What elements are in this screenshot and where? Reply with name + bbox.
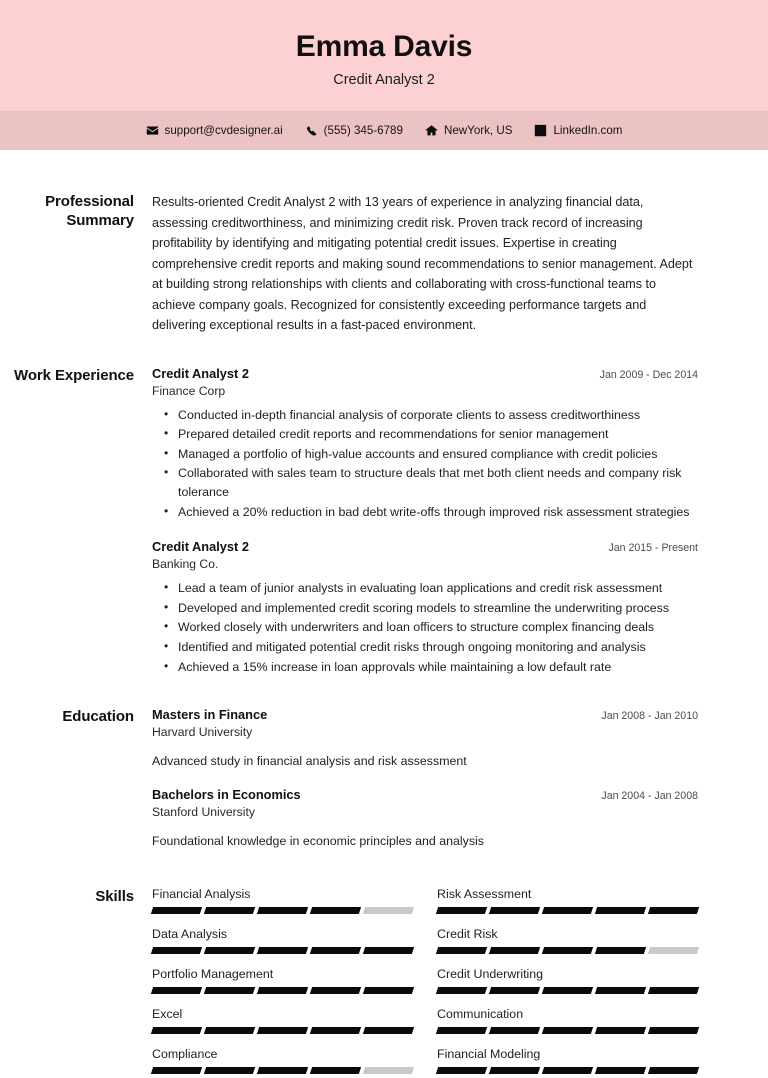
contact-phone[interactable] <box>305 124 403 137</box>
entry-date-range: Jan 2004 - Jan 2008 <box>601 789 698 802</box>
responsibility-item: • Lead a team of junior analysts in evaluating loan applications and credit risk assessment <box>178 579 698 598</box>
contact-location[interactable] <box>425 124 513 137</box>
skill-name: Risk Assessment <box>437 886 532 901</box>
section-skills <box>0 887 730 1078</box>
skill-level-bar <box>152 947 413 954</box>
skill-level-segment <box>257 1027 308 1034</box>
school-name: Harvard University <box>152 725 253 740</box>
skill-level-segment <box>363 1027 414 1034</box>
responsibility-list <box>152 579 698 676</box>
skill-level-bar <box>437 1067 698 1074</box>
contact-bar <box>0 111 768 150</box>
skill-level-segment <box>489 907 540 914</box>
section-label-skills: Skills <box>95 887 134 905</box>
skill-level-segment <box>489 947 540 954</box>
experience-entry-list <box>152 366 730 678</box>
skill-item <box>152 927 413 967</box>
skill-level-segment <box>542 947 593 954</box>
resume-body <box>0 192 768 1078</box>
contact-phone-text: (555) 345-6789 <box>323 124 403 137</box>
education-description: Advanced study in financial analysis and risk assessment <box>152 754 467 769</box>
skill-level-segment <box>151 947 202 954</box>
skill-level-segment <box>436 987 487 994</box>
skill-item <box>437 927 698 967</box>
section-professional-summary <box>0 192 730 336</box>
skill-level-segment <box>363 947 414 954</box>
skill-level-segment <box>257 987 308 994</box>
skill-level-bar <box>152 1027 413 1034</box>
entry-date-range: Jan 2008 - Jan 2010 <box>601 710 698 723</box>
skill-item <box>437 967 698 1007</box>
contact-linkedin[interactable] <box>534 124 622 137</box>
skill-level-segment <box>310 907 361 914</box>
skill-level-segment <box>363 987 414 994</box>
section-label-education: Education <box>62 708 134 726</box>
skill-item <box>437 1007 698 1047</box>
skill-level-segment <box>310 947 361 954</box>
education-entry <box>152 707 698 771</box>
skill-item <box>437 1047 698 1078</box>
skill-name: Financial Analysis <box>152 886 251 901</box>
section-label-summary: Professional Summary <box>45 193 134 230</box>
section-education <box>0 707 730 850</box>
skill-level-segment <box>436 1027 487 1034</box>
home-icon <box>425 124 438 137</box>
skill-name: Financial Modeling <box>437 1046 541 1061</box>
skill-level-segment <box>648 947 699 954</box>
skill-level-segment <box>542 907 593 914</box>
responsibility-item: • Prepared detailed credit reports and recommendations for senior management <box>178 425 698 444</box>
skill-level-segment <box>489 1067 540 1074</box>
skill-level-segment <box>595 1027 646 1034</box>
responsibility-item: • Identified and mitigated potential credit risks through ongoing monitoring and analysis <box>178 638 698 657</box>
linkedin-icon <box>534 124 547 137</box>
skill-level-segment <box>542 1027 593 1034</box>
skill-level-bar <box>152 1067 413 1074</box>
education-description: Foundational knowledge in economic principles and analysis <box>152 833 484 848</box>
responsibility-item: • Achieved a 15% increase in loan approvals while maintaining a low default rate <box>178 658 698 677</box>
skill-level-bar <box>437 1027 698 1034</box>
job-title: Credit Analyst 2 <box>152 539 249 555</box>
entry-date-range: Jan 2015 - Present <box>608 542 698 555</box>
skill-level-segment <box>363 1067 414 1074</box>
experience-entry <box>152 366 698 522</box>
skill-level-segment <box>648 1067 699 1074</box>
responsibility-item: • Achieved a 20% reduction in bad debt write-offs through improved risk assessment strategies <box>178 503 698 522</box>
school-name: Stanford University <box>152 804 255 819</box>
skill-level-segment <box>648 907 699 914</box>
skill-level-segment <box>204 1067 255 1074</box>
skill-level-segment <box>595 947 646 954</box>
responsibility-item: • Developed and implemented credit scoring models to streamline the underwriting process <box>178 599 698 618</box>
skill-item <box>152 1007 413 1047</box>
skill-level-segment <box>310 1027 361 1034</box>
skill-name: Credit Risk <box>437 926 498 941</box>
skill-level-segment <box>595 907 646 914</box>
job-title: Credit Analyst 2 <box>152 365 249 381</box>
skill-level-segment <box>204 1027 255 1034</box>
skill-name: Excel <box>152 1006 183 1021</box>
skill-level-segment <box>648 987 699 994</box>
responsibility-item: • Conducted in-depth financial analysis of corporate clients to assess creditworthiness <box>178 406 698 425</box>
skill-level-segment <box>310 987 361 994</box>
skill-level-segment <box>542 987 593 994</box>
education-entry-list <box>152 707 730 850</box>
skill-name: Compliance <box>152 1046 218 1061</box>
contact-email[interactable] <box>146 124 283 137</box>
company-name: Finance Corp <box>152 383 226 398</box>
responsibility-item: • Worked closely with underwriters and loan officers to structure complex financing deals <box>178 618 698 637</box>
skill-level-segment <box>489 1027 540 1034</box>
skill-level-segment <box>648 1027 699 1034</box>
skill-level-segment <box>257 947 308 954</box>
skill-level-segment <box>436 907 487 914</box>
entry-header <box>152 707 698 722</box>
skill-level-segment <box>436 947 487 954</box>
skill-level-bar <box>437 947 698 954</box>
skill-item <box>152 967 413 1007</box>
education-entry <box>152 787 698 851</box>
skill-level-segment <box>257 1067 308 1074</box>
candidate-name: Emma Davis <box>295 29 473 63</box>
skill-name: Data Analysis <box>152 926 228 941</box>
entry-date-range: Jan 2009 - Dec 2014 <box>599 368 698 381</box>
responsibility-item: • Managed a portfolio of high-value accounts and ensured compliance with credit policies <box>178 445 698 464</box>
degree-title: Bachelors in Economics <box>152 786 301 802</box>
skill-level-bar <box>437 987 698 994</box>
contact-linkedin-text: LinkedIn.com <box>553 124 623 137</box>
entry-header <box>152 539 698 554</box>
skill-level-segment <box>595 1067 646 1074</box>
summary-text: Results-oriented Credit Analyst 2 with 13 years of experience in analyzing financial data, assessing creditworthiness, and minimizing credit risk. Proven track record of increasing profitability by identifying and mitigating potential credit issues. Expertise in creating comprehensive credit reports and making sound recommendations to senior management. Adept at building strong relationships with clients and collaborating with cross-functional teams to achieve company goals. Recognized for consistently exceeding performance targets and delivering exceptional results in a fast-paced environment. <box>152 195 693 333</box>
section-work-experience <box>0 366 730 678</box>
entry-header <box>152 366 698 381</box>
experience-entry <box>152 539 698 676</box>
responsibility-list <box>152 406 698 522</box>
skill-item <box>152 887 413 927</box>
skill-level-segment <box>595 987 646 994</box>
skill-level-segment <box>489 987 540 994</box>
skill-level-bar <box>437 907 698 914</box>
skill-level-segment <box>310 1067 361 1074</box>
skill-level-segment <box>151 1067 202 1074</box>
skill-level-segment <box>204 987 255 994</box>
skill-level-segment <box>436 1067 487 1074</box>
skill-level-segment <box>151 1027 202 1034</box>
skill-name: Credit Underwriting <box>437 966 544 981</box>
skills-grid <box>152 887 698 1078</box>
skill-name: Portfolio Management <box>152 966 274 981</box>
skill-level-segment <box>204 947 255 954</box>
responsibility-item: • Collaborated with sales team to structure deals that met both client needs and company risk tolerance <box>178 464 698 501</box>
contact-email-text: support@cvdesigner.ai <box>164 124 283 137</box>
candidate-job-title: Credit Analyst 2 <box>333 71 435 88</box>
phone-icon <box>305 124 318 137</box>
skill-item <box>437 887 698 927</box>
envelope-icon <box>146 124 159 137</box>
skill-item <box>152 1047 413 1078</box>
degree-title: Masters in Finance <box>152 707 268 723</box>
entry-header <box>152 787 698 802</box>
skill-level-segment <box>151 907 202 914</box>
skill-level-bar <box>152 907 413 914</box>
skill-level-segment <box>542 1067 593 1074</box>
resume-header <box>0 0 768 111</box>
company-name: Banking Co. <box>152 557 219 572</box>
contact-location-text: NewYork, US <box>443 124 513 137</box>
section-label-experience: Work Experience <box>14 366 134 384</box>
skill-level-segment <box>257 907 308 914</box>
skill-level-segment <box>151 987 202 994</box>
skill-name: Communication <box>437 1006 524 1021</box>
skill-level-segment <box>204 907 255 914</box>
skill-level-segment <box>363 907 414 914</box>
skill-level-bar <box>152 987 413 994</box>
